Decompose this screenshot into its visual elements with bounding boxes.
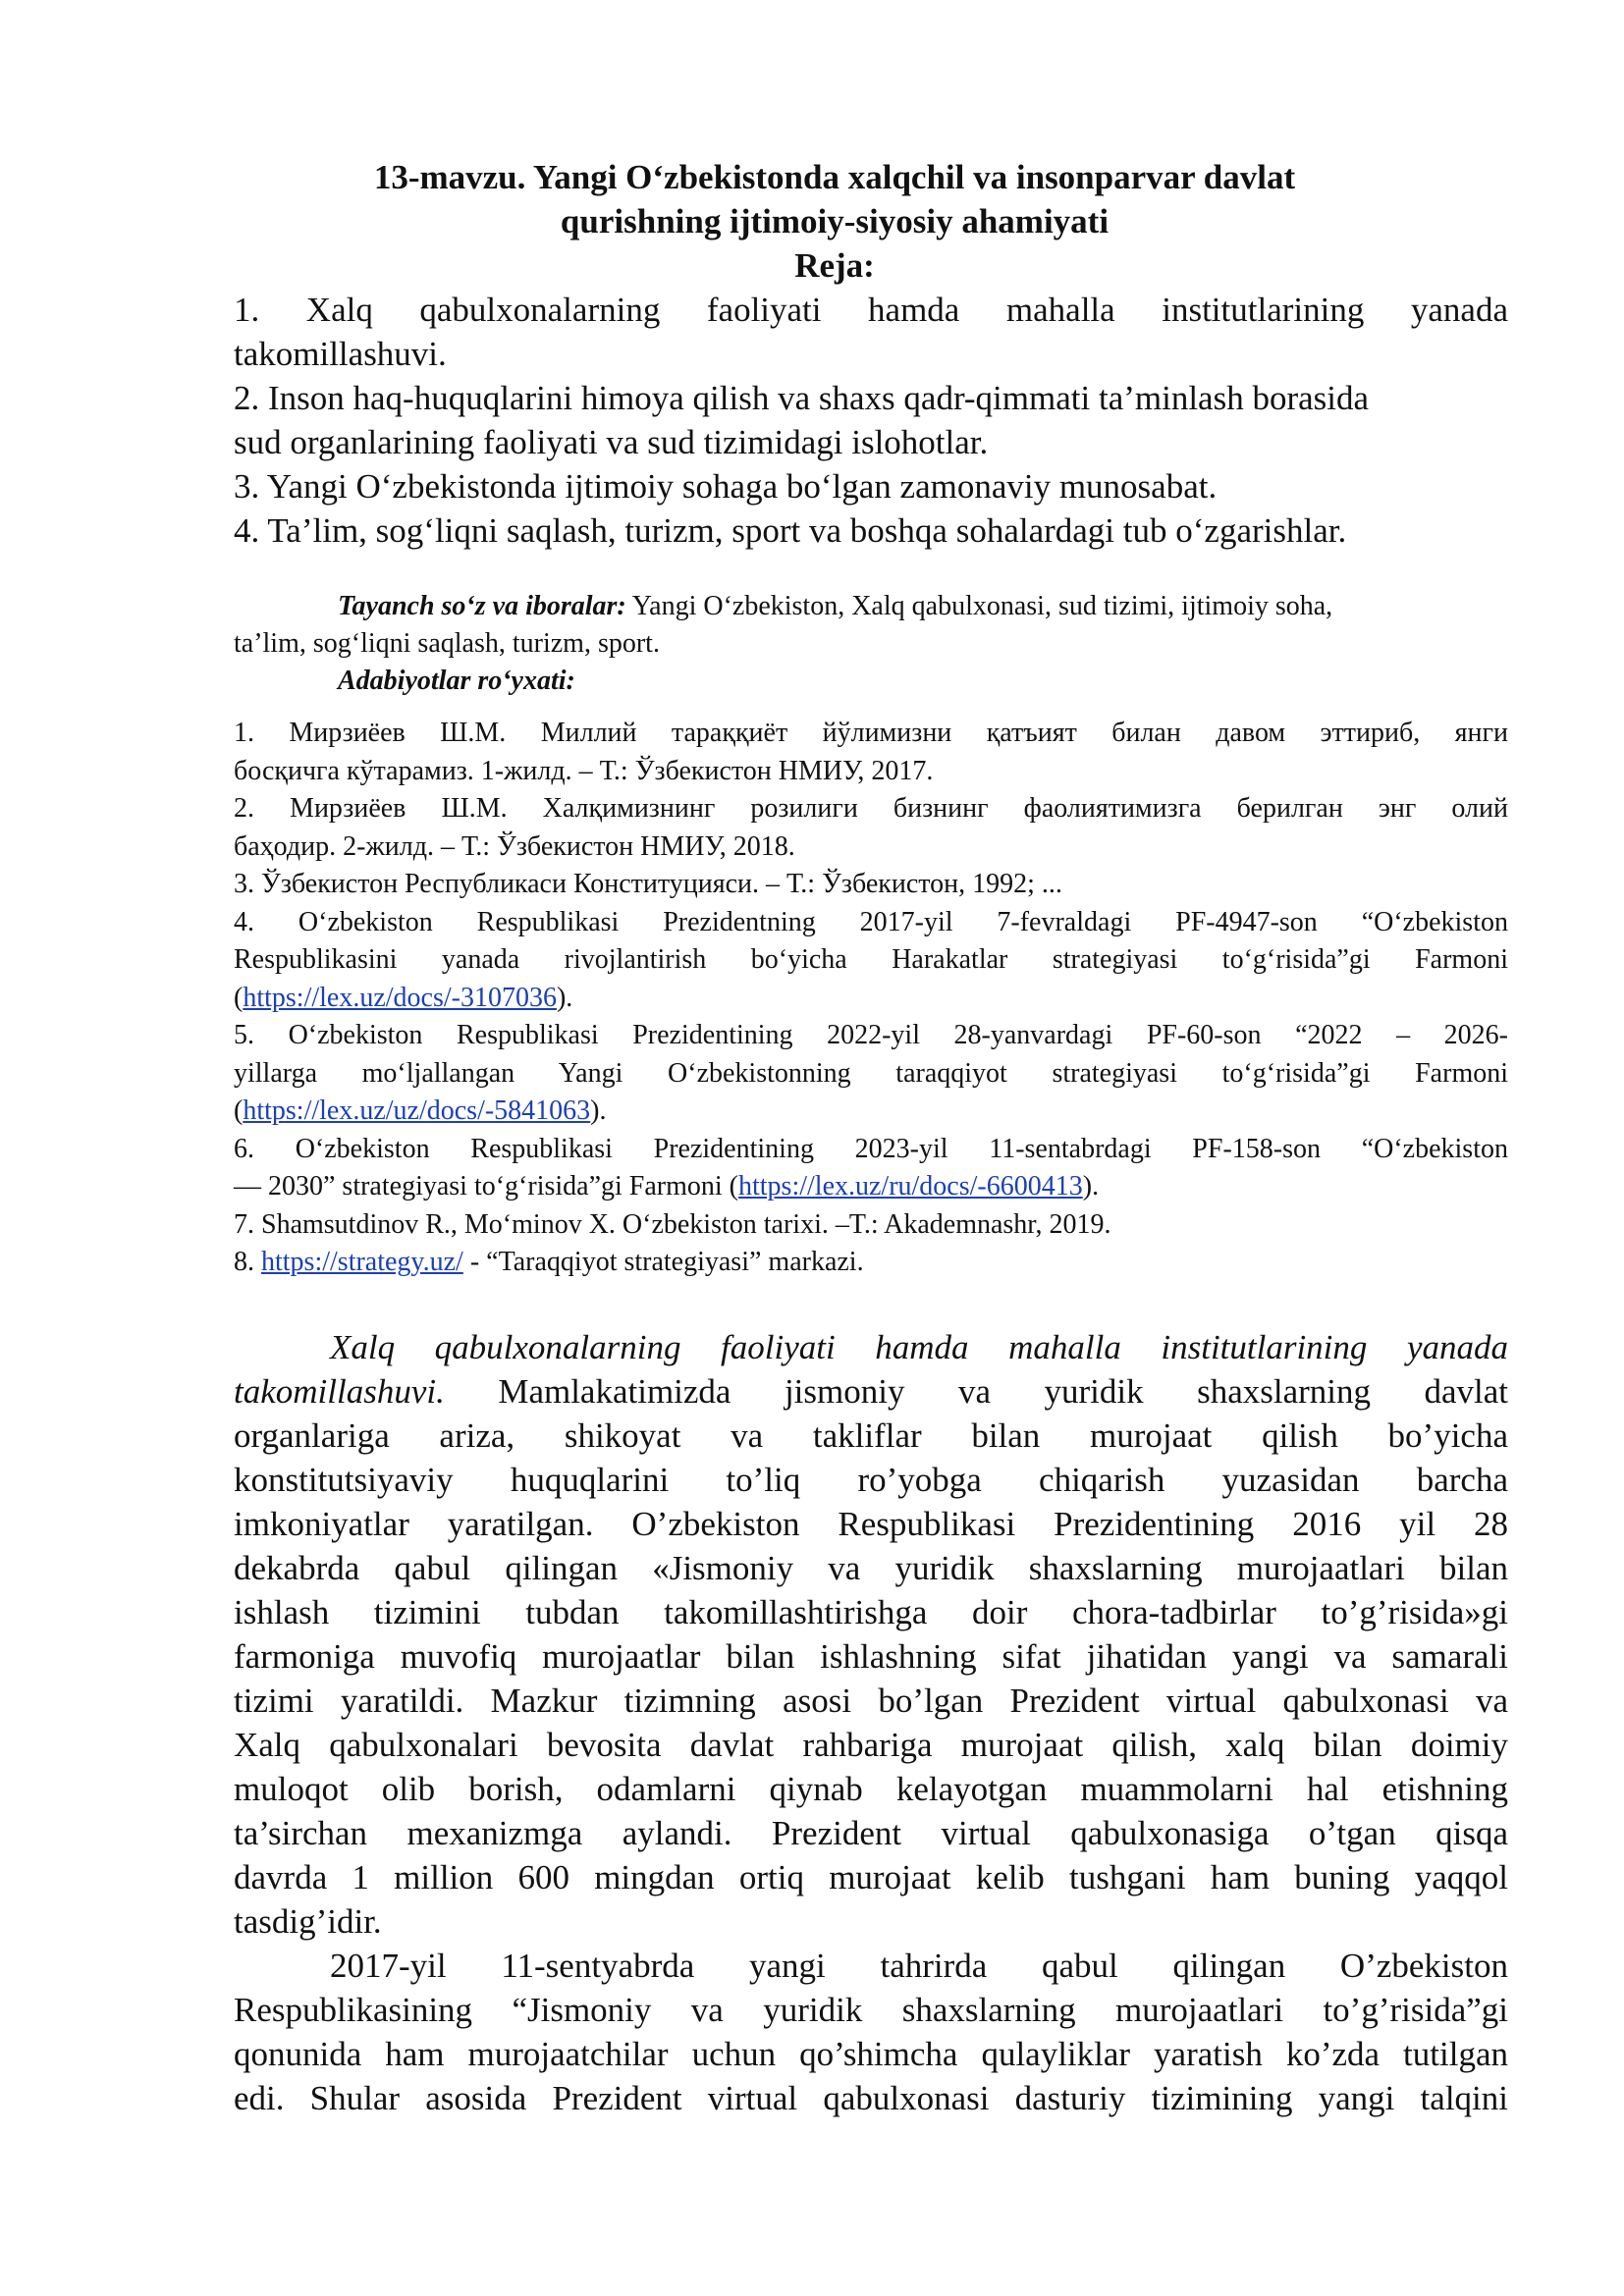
body-line: farmoniga muvofiq murojaatlar bilan ishlashning sifat jihatidan yangi va samarali [234, 1637, 1508, 1676]
paren-close: ). [1082, 1171, 1100, 1201]
reference-4-link-line [234, 980, 1508, 1018]
reference-4-continued: Respublikasini yanada rivojlantirish bo‘yicha Harakatlar strategiyasi to‘g‘risida”gi Farmoni [234, 944, 1508, 975]
reference-2-continued: баҳодир. 2-жилд. – Т.: Ўзбекистон НМИУ, 2018. [234, 830, 795, 862]
body-line-rest: Mamlakatimizda jismoniy va yuridik shaxslarning davlat [444, 1372, 1508, 1411]
body-line: ishlash tizimini tubdan takomillashtirishga doir chora-tadbirlar to’g’risida»gi [234, 1593, 1508, 1631]
keywords-label: Tayanch so‘z va iboralar: [338, 591, 626, 621]
page-title: 13-mavzu. Yangi O‘zbekistonda xalqchil va insonparvar davlat [373, 158, 1296, 196]
reference-6-text: — 2030” strategiyasi to‘g‘risida”gi Farmoni ( [234, 1171, 738, 1201]
body-line: Respublikasining “Jismoniy va yuridik shaxslarning murojaatlari to’g’risida”gi [234, 1991, 1508, 2029]
reference-4: 4. O‘zbekiston Respublikasi Prezidentning 2017-yil 7-fevraldagi PF-4947-son “O‘zbekiston [234, 906, 1508, 937]
reference-7: 7. Shamsutdinov R., Mo‘minov X. O‘zbekiston tarixi. –T.: Akademnashr, 2019. [234, 1208, 1111, 1240]
plan-item-2-continued: sud organlarining faoliyati va sud tizimidagi islohotlar. [234, 423, 989, 461]
body-text [234, 1325, 1508, 2120]
body-line: Xalq qabulxonalari bevosita davlat rahbariga murojaat qilish, xalq bilan doimiy [234, 1726, 1508, 1764]
body-line: davrda 1 million 600 mingdan ortiq murojaat kelib tushgani ham buning yaqqol [234, 1858, 1508, 1896]
keywords-paragraph [234, 588, 1508, 663]
reference-1-continued: босқичга кўтарамиз. 1-жилд. – Т.: Ўзбекистон НМИУ, 2017. [234, 755, 934, 786]
bibliography-list [234, 715, 1508, 1282]
paren-open: ( [234, 1095, 244, 1126]
body-line: imkoniyatlar yaratilgan. O’zbekiston Respublikasi Prezidentining 2016 yil 28 [234, 1505, 1508, 1543]
body-line: 2017-yil 11-sentyabrda yangi tahrirda qabul qilingan O’zbekiston [330, 1947, 1508, 1985]
body-line: konstitutsiyaviy huquqlarini to’liq ro’yobga chiqarish yuzasidan barcha [234, 1461, 1508, 1499]
body-line: dekabrda qabul qilingan «Jismoniy va yuridik shaxslarning murojaatlari bilan [234, 1549, 1508, 1587]
keywords-text: Yangi O‘zbekiston, Xalq qabulxonasi, sud tizimi, ijtimoiy soha, [625, 591, 1333, 621]
body-line: qonunida ham murojaatchilar uchun qo’shimcha qulayliklar yaratish ko’zda tutilgan [234, 2035, 1508, 2073]
reference-8-link[interactable]: https://strategy.uz/ [261, 1247, 463, 1277]
body-line: organlariga ariza, shikoyat va takliflar bilan murojaat qilish bo’yicha [234, 1416, 1508, 1455]
reference-5-link[interactable]: https://lex.uz/uz/docs/-5841063 [243, 1095, 591, 1126]
reference-6-link[interactable]: https://lex.uz/ru/docs/-6600413 [738, 1171, 1083, 1201]
reference-5: 5. O‘zbekiston Respublikasi Prezidentining 2022-yil 28-yanvardagi PF-60-son “2022 – 2026- [234, 1020, 1508, 1050]
reference-3: 3. Ўзбекистон Республикаси Конституцияси. – Т.: Ўзбекистон, 1992; ... [234, 869, 1062, 899]
page-title-continued: qurishning ijtimoiy-siyosiy ahamiyati [560, 202, 1110, 240]
reference-6-continued [234, 1168, 1508, 1206]
plan-item-1: 1. Xalq qabulxonalarning faoliyati hamda mahalla institutlarining yanada [234, 291, 1508, 329]
reference-2: 2. Мирзиёев Ш.М. Халқимизнинг розилиги бизнинг фаолиятимизга берилган энг олий [234, 793, 1508, 824]
body-line: edi. Shular asosida Prezident virtual qabulxonasi dasturiy tizimining yangi talqini [234, 2079, 1508, 2117]
reference-8 [234, 1244, 1508, 1282]
plan-item-3: 3. Yangi O‘zbekistonda ijtimoiy sohaga bo‘lgan zamonaviy munosabat. [234, 467, 1218, 506]
bibliography-heading: Adabiyotlar ro‘yxati: [338, 666, 575, 696]
reference-6: 6. O‘zbekiston Respublikasi Prezidentining 2023-yil 11-sentabrdagi PF-158-son “O‘zbekiston [234, 1133, 1508, 1164]
paren-open: ( [234, 982, 244, 1013]
body-line: ta’sirchan mexanizmga aylandi. Prezident virtual qabulxonasiga o’tgan qisqa [234, 1814, 1508, 1852]
section-heading-italic: Xalq qabulxonalarning faoliyati hamda mahalla institutlarining yanada [330, 1328, 1508, 1366]
plan-item-4: 4. Ta’lim, sog‘liqni saqlash, turizm, sport va boshqa sohalardagi tub o‘zgarishlar. [234, 511, 1347, 550]
plan-item-1-continued: takomillashuvi. [234, 335, 447, 373]
reference-5-link-line [234, 1093, 1508, 1131]
paren-close: ). [590, 1095, 607, 1126]
plan-heading: Reja: [794, 246, 875, 285]
body-line: tasdig’idir. [234, 1902, 382, 1941]
paren-close: ). [556, 982, 573, 1013]
body-line [234, 1369, 1508, 1414]
reference-5-continued: yillarga mo‘ljallangan Yangi O‘zbekistonning taraqqiyot strategiyasi to‘g‘risida”gi Farmoni [234, 1057, 1508, 1089]
reference-1: 1. Мирзиёев Ш.М. Миллий тараққиёт йўлимизни қатъият билан давом эттириб, янги [234, 718, 1508, 748]
reference-8-text: - “Taraqqiyot strategiyasi” markazi. [462, 1247, 864, 1277]
section-heading-italic-end: takomillashuvi. [234, 1372, 445, 1411]
reference-8-number: 8. [234, 1247, 261, 1277]
keywords-text-continued: ta’lim, sog‘liqni saqlash, turizm, sport. [234, 628, 660, 659]
reference-4-link[interactable]: https://lex.uz/docs/-3107036 [243, 982, 557, 1013]
plan-item-2: 2. Inson haq-huquqlarini himoya qilish va shaxs qadr-qimmati ta’minlash borasida [234, 379, 1370, 417]
plan-list [234, 288, 1508, 553]
body-line: muloqot olib borish, odamlarni qiynab kelayotgan muammolarni hal etishning [234, 1770, 1508, 1808]
body-line: tizimi yaratildi. Mazkur tizimning asosi bo’lgan Prezident virtual qabulxonasi va [234, 1682, 1508, 1720]
